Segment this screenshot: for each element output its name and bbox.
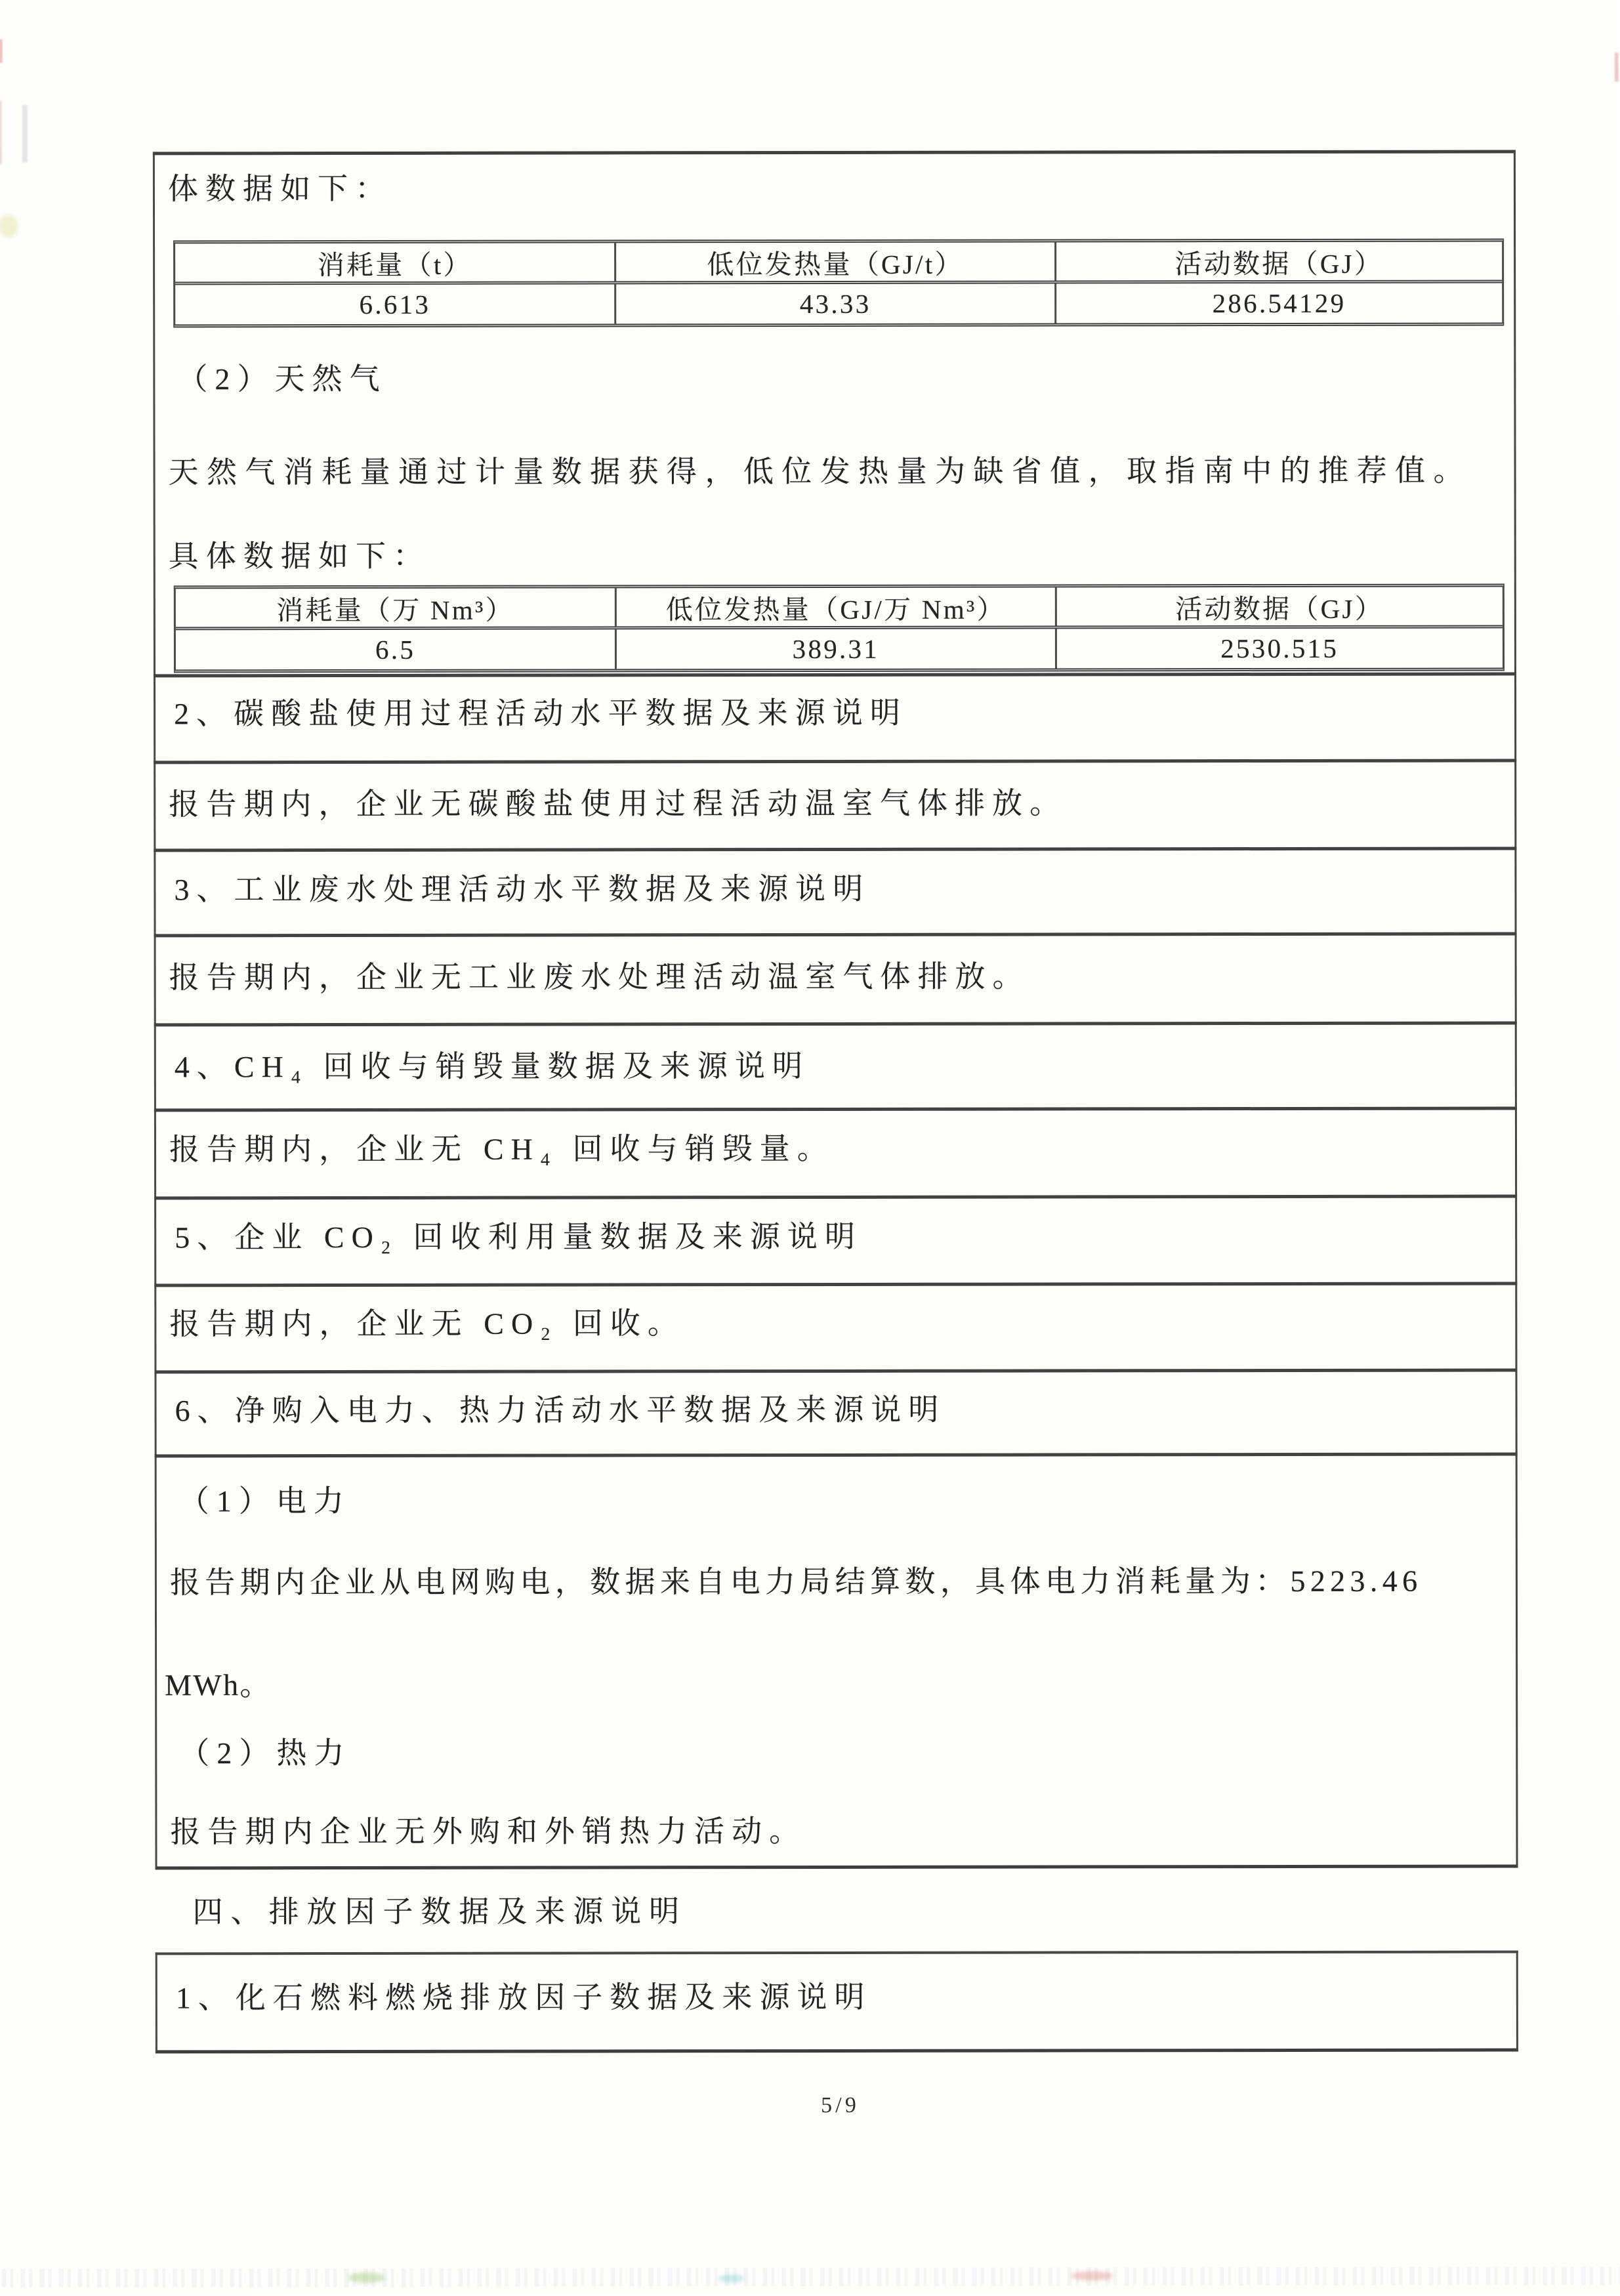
section-6-heading: 6、净购入电力、热力活动水平数据及来源说明 (175, 1392, 946, 1428)
value-calorific-value: 43.33 (614, 283, 1054, 324)
table-data-row (176, 629, 1503, 670)
section-4-heading: 4、CH₄ 回收与销毁量数据及来源说明 (174, 1049, 810, 1084)
section-4-body: 报告期内，企业无 CH₄ 回收与销毁量。 (169, 1131, 835, 1167)
electricity-body-line2: MWh。 (165, 1668, 272, 1702)
scan-edge-mark (22, 105, 28, 163)
activity-level-data-table (153, 150, 1518, 1869)
section-2-body: 报告期内，企业无碳酸盐使用过程活动温室气体排放。 (169, 786, 1068, 822)
header-activity-data: 活动数据（GJ） (1054, 242, 1503, 281)
part-four-heading: 四、排放因子数据及来源说明 (192, 1894, 688, 1929)
header-activity-data: 活动数据（GJ） (1054, 587, 1503, 626)
value-calorific-value: 389.31 (615, 629, 1054, 669)
table-header-row (175, 242, 1502, 285)
table-header-row (176, 587, 1503, 631)
row-separator (155, 1452, 1518, 1457)
page-number: 5/9 (821, 2093, 860, 2118)
scan-artifact (718, 2274, 744, 2282)
value-activity-data: 286.54129 (1054, 283, 1503, 324)
row-separator (154, 932, 1517, 937)
scan-edge-mark (0, 101, 2, 164)
row-separator (154, 759, 1516, 764)
continued-sentence: 体数据如下： (167, 171, 393, 206)
row-separator (154, 1194, 1517, 1200)
scan-noise-band (1, 2266, 1620, 2287)
emission-factor-sub1-heading: 1、化石燃料燃烧排放因子数据及来源说明 (175, 1980, 872, 2015)
header-consumption: 消耗量（万 Nm³） (276, 595, 514, 625)
scan-edge-mark (0, 39, 3, 63)
row-separator (154, 846, 1516, 852)
section-2-heading: 2、碳酸盐使用过程活动水平数据及来源说明 (174, 696, 907, 731)
natural-gas-subheading: （2）天然气 (177, 362, 387, 396)
emission-factor-table (156, 1950, 1518, 2053)
row-separator (154, 1282, 1517, 1287)
scan-artifact (348, 2272, 384, 2283)
value-consumption: 6.5 (375, 634, 416, 665)
section-5-heading: 5、企业 CO₂ 回收利用量数据及来源说明 (175, 1219, 863, 1255)
heat-body: 报告期内企业无外购和外销热力活动。 (170, 1814, 807, 1849)
section-3-heading: 3、工业废水处理活动水平数据及来源说明 (174, 871, 871, 907)
row-separator (154, 1368, 1517, 1373)
electricity-subheading: （1）电力 (178, 1484, 351, 1518)
natural-gas-description: 天然气消耗量通过计量数据获得，低位发热量为缺省值，取指南中的推荐值。 (168, 453, 1472, 490)
section-5-body: 报告期内，企业无 CO₂ 回收。 (169, 1306, 686, 1341)
scan-artifact (1071, 2271, 1113, 2280)
row-separator (154, 672, 1516, 677)
header-calorific-value: 低位发热量（GJ/t） (614, 242, 1054, 281)
scan-artifact (0, 215, 18, 238)
header-consumption: 消耗量（t） (317, 249, 472, 280)
row-separator (154, 1106, 1517, 1112)
scan-edge-mark (1615, 52, 1619, 81)
table-data-row (175, 283, 1502, 325)
electricity-body-line1: 报告期内企业从电网购电，数据来自电力局结算数，具体电力消耗量为：5223.46 (169, 1564, 1423, 1600)
natural-gas-data-table (174, 584, 1505, 673)
value-activity-data: 2530.515 (1054, 629, 1503, 669)
value-consumption: 6.613 (359, 289, 431, 320)
header-calorific-value: 低位发热量（GJ/万 Nm³） (615, 587, 1054, 626)
fuel-oil-data-table (173, 239, 1504, 328)
row-separator (154, 1021, 1517, 1026)
natural-gas-data-intro: 具体数据如下： (168, 539, 431, 574)
section-3-body: 报告期内，企业无工业废水处理活动温室气体排放。 (169, 959, 1030, 995)
heat-subheading: （2）热力 (179, 1736, 352, 1770)
